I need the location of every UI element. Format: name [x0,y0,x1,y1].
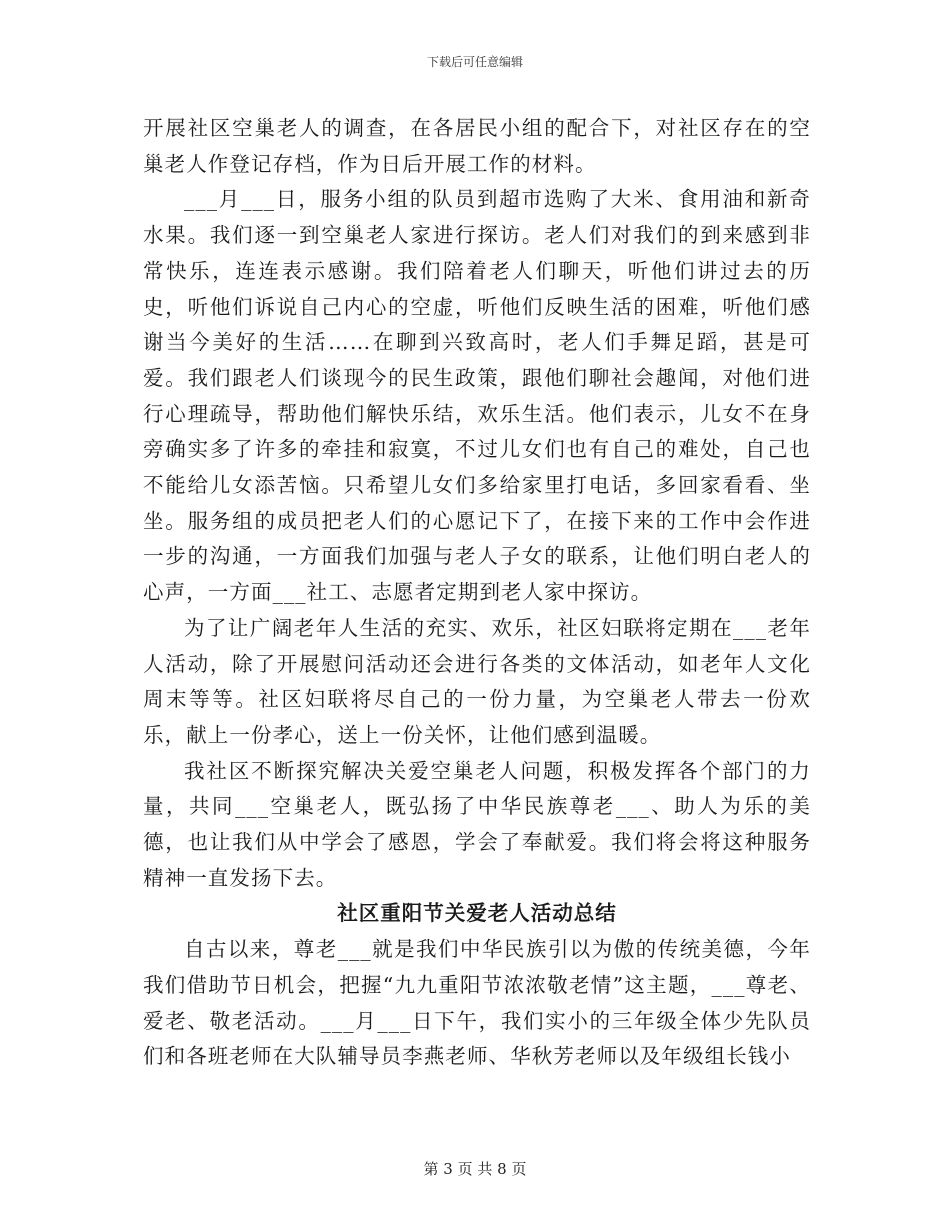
paragraph-conclusion: 我社区不断探究解决关爱空巢老人问题，积极发挥各个部门的力量，共同___空巢老人，既弘扬了中华民族尊老___、助人为乐的美德，也让我们从中学会了感恩，学会了奉献爱。我们将会将这种服务精神一直发扬下去。 [143,758,811,890]
page-number: 第 3 页 共 8 页 [423,1160,527,1178]
paragraph-continued: 开展社区空巢老人的调查，在各居民小组的配合下，对社区存在的空巢老人作登记存档，作为日后开展工作的材料。 [143,116,811,176]
page-header-note: 下载后可任意编辑 [426,55,523,69]
paragraph-section-intro: 自古以来，尊老___就是我们中华民族引以为傲的传统美德，今年我们借助节日机会，把握“九九重阳节浓浓敬老情”这主题，___尊老、爱老、敬老活动。___月___日下午，我们实小的三年级全体少先队员们和各班老师在大队辅导员李燕老师、华秋芳老师以及年级组长钱小 [143,937,811,1069]
paragraph-visit: ___月___日，服务小组的队员到超市选购了大米、食用油和新奇水果。我们逐一到空巢老人家进行探访。老人们对我们的到来感到非常快乐，连连表示感谢。我们陪着老人们聊天，听他们讲过去的历史，听他们诉说自己内心的空虚，听他们反映生活的困难，听他们感谢当今美好的生活……在聊到兴致高时，老人们手舞足蹈，甚是可爱。我们跟老人们谈现今的民生政策，跟他们聊社会趣闻，对他们进行心理疏导，帮助他们解快乐结，欢乐生活。他们表示，儿女不在身旁确实多了许多的牵挂和寂寞，不过儿女们也有自己的难处，自己也不能给儿女添苦恼。只希望儿女们多给家里打电话，多回家看看、坐坐。服务组的成员把老人们的心愿记下了，在接下来的工作中会作进一步的沟通，一方面我们加强与老人子女的联系，让他们明白老人的心声，一方面___社工、志愿者定期到老人家中探访。 [143,187,811,605]
paragraph-activities: 为了让广阔老年人生活的充实、欢乐，社区妇联将定期在___老年人活动，除了开展慰问活动还会进行各类的文体活动，如老年人文化周末等等。社区妇联将尽自己的一份力量，为空巢老人带去一份欢乐，献上一份孝心，送上一份关怀，让他们感到温暖。 [143,615,811,747]
section-title: 社区重阳节关爱老人活动总结 [337,901,617,926]
document-body [143,111,811,1075]
